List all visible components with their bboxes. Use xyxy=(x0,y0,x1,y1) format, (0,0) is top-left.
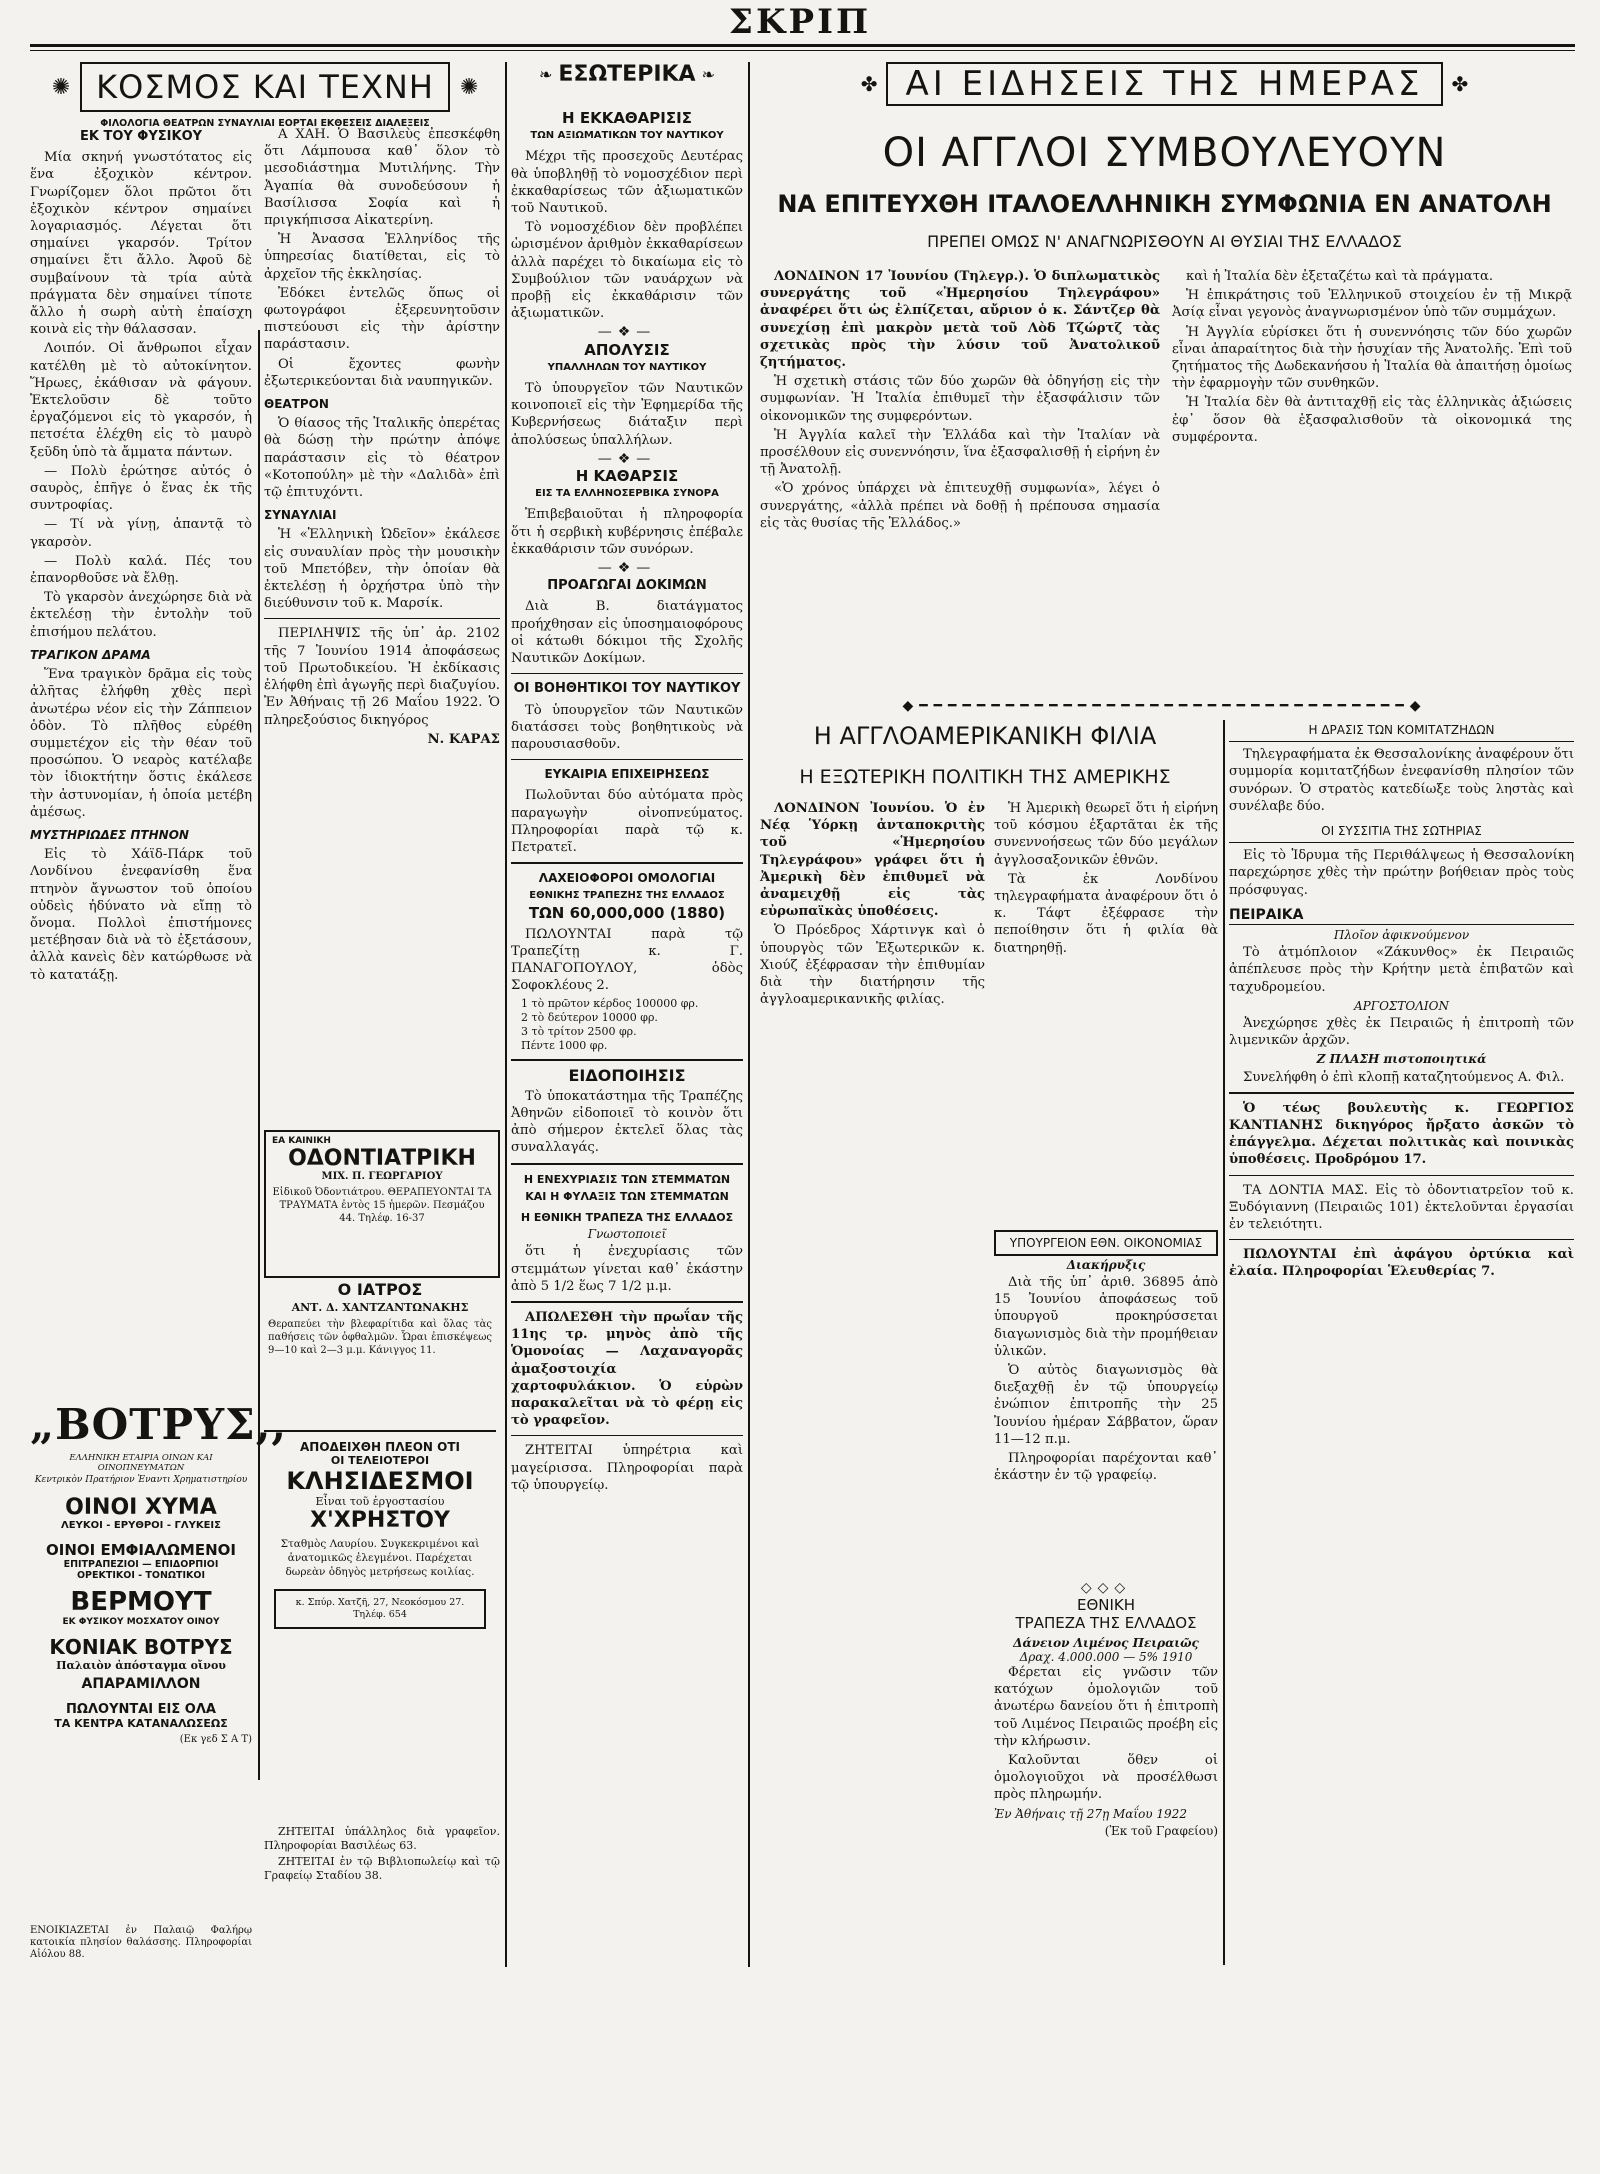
article-subheading: Πλοῖον ἀφικνούμενον xyxy=(1333,928,1470,943)
article-paragraph: Ἡ Ἀγγλία καλεῖ τὴν Ἑλλάδα καὶ τὴν Ἰταλίαν νὰ προσέλθουν εἰς συνεννόησιν, ἵνα ἐξασφαλισθῇ ἡ εἰρήνη ἐν τῇ Ἀνατολῇ. xyxy=(760,427,1160,478)
news-banner xyxy=(752,62,1577,122)
ad-text: ΟΡΕΚΤΙΚΟΙ - ΤΟΝΩΤΙΚΟΙ xyxy=(76,1570,205,1581)
ad-brand: Χ'ΧΡΗΣΤΟΥ xyxy=(310,1508,450,1533)
article-paragraph: Τὸ ὑπουργεῖον τῶν Ναυτικῶν διατάσσει τοὺς βοηθητικοὺς νὰ παρουσιασθοῦν. xyxy=(511,702,743,752)
article-paragraph: Πληροφορίαι παρέχονται καθ᾽ ἑκάστην ἐν τῷ γραφείῳ. xyxy=(994,1451,1218,1484)
article-paragraph: Καλοῦνται ὅθεν οἱ ὁμολογιοῦχοι νὰ προσέλθωσι πρὸς πληρωμήν. xyxy=(994,1753,1218,1803)
ad-text: ΕΠΙΤΡΑΠΕΖΙΟΙ — ΕΠΙΔΟΡΠΙΟΙ xyxy=(63,1559,219,1570)
classified-footer: ΕΝΟΙΚΙΑΖΕΤΑΙ ἐν Παλαιῷ Φαλήρῳ κατοικία πλησίον θαλάσσης. Πληροφορίαι Αἰόλου 88. xyxy=(30,1925,252,1960)
article-heading: ΠΕΙΡΑΙΚΑ xyxy=(1229,907,1574,925)
ornament-icon: ✤ xyxy=(860,72,878,96)
ad-text: ΕΑ ΚΑΙΝΙΚΗ xyxy=(272,1136,331,1146)
ad-brand: „ΒΟΤΡΥΣ,, xyxy=(30,1400,288,1449)
article-paragraph: Μέχρι τῆς προσεχοῦς Δευτέρας θὰ ὑποβληθῇ τὸ νομοσχέδιον περὶ ἐκκαθαρίσεως τῶν ἀξιωματικῶν τοῦ Ναυτικοῦ. xyxy=(511,149,743,217)
article-paragraph: Εἰς τὸ Ἱδρυμα τῆς Περιθάλψεως ἡ Θεσσαλονίκη παρεχώρησε χθὲς τὴν πρώτην βοήθειαν πρὸς τοὺς πρόσφυγας. xyxy=(1229,848,1574,898)
article-paragraph: Ἡ σχετικὴ στάσις τῶν δύο χωρῶν θὰ ὁδηγήσῃ εἰς τὴν συμφωνίαν. Ἡ Ἰταλία ἐπιθυμεῖ τὴν ἐξασφάλισιν τῶν οἰκονομικῶν της συμφερόντων. xyxy=(760,374,1160,424)
prize-item: 2 τὸ δεύτερον 10000 φρ. xyxy=(521,1010,658,1024)
prize-item: 3 τὸ τρίτον 2500 φρ. xyxy=(521,1024,637,1038)
article-paragraph: — Τί νὰ γίνῃ, ἀπαντᾷ τὸ γκαρσὸν. xyxy=(30,517,252,550)
article-paragraph: ΛΟΝΔΙΝΟΝ 17 Ἰουνίου (Τηλεγρ.). Ὁ διπλωματικὸς συνεργάτης τοῦ «Ἡμερησίου Τηλεγράφου» ἀναφέρει ὅτι ὡς ἐλπίζεται, αὔριον ὁ κ. Σάντζερ θὰ συνεχίσῃ ἐπὶ μακρὸν μετὰ τοῦ Λὸδ Τζώρτζ τὰς σχετικὰς πρὸς τὴν λύσιν τοῦ Ἀνατολικοῦ ζητήματος. xyxy=(760,269,1160,371)
article-paragraph: Ὁ αὐτὸς διαγωνισμὸς θὰ διεξαχθῇ ἐν τῷ ὑπουργείῳ ἐνώπιον ἐπιτροπῆς τὴν 25 Ἰουνίου ἡμέραν Σάββατον, ὥραν 11—12 π.μ. xyxy=(994,1363,1218,1447)
ad-text: ΕΚ ΦΥΣΙΚΟΥ ΜΟΣΧΑΤΟΥ ΟΙΝΟΥ xyxy=(62,1617,220,1627)
article-subheading: ΥΠΑΛΛΗΛΩΝ ΤΟΥ ΝΑΥΤΙΚΟΥ xyxy=(547,361,707,373)
classified-item: ΖΗΤΕΙΤΑΙ ὑπάλληλος διὰ γραφεῖον. Πληροφορίαι Βασιλέως 63. xyxy=(264,1825,500,1852)
masthead-rule-thin xyxy=(30,50,1575,51)
notice-heading: ΥΠΟΥΡΓΕΙΟΝ ΕΘΝ. ΟΙΚΟΝΟΜΙΑΣ xyxy=(994,1230,1218,1256)
column-divider xyxy=(505,62,507,1967)
masthead-rule xyxy=(30,44,1575,47)
article-headline: Η ΑΓΓΛΟΑΜΕΡΙΚΑΝΙΚΗ ΦΙΛΙΑ xyxy=(813,722,1157,750)
section-subtitle: ΦΙΛΟΛΟΓΙΑ ΘΕΑΤΡΩΝ ΣΥΝΑΥΛΙΑΙ ΕΟΡΤΑΙ ΕΚΘΕΣΕΙΣ ΔΙΑΛΕΞΕΙΣ xyxy=(100,118,430,129)
article-paragraph: Τηλεγραφήματα ἐκ Θεσσαλονίκης ἀναφέρουν ὅτι συμμορία κομιτατζήδων ἐνεφανίσθη πλησίον τῶν συνόρων. Ὁ στρατὸς κατεδίωξε τοὺς ληστὰς καὶ συνέλαβε δύο. xyxy=(1229,747,1574,814)
article-heading: ΑΠΟΛΥΣΙΣ xyxy=(584,340,670,359)
article-paragraph: Διὰ Β. διατάγματος προήχθησαν εἰς ὑποσημαιοφόρους οἱ κάτωθι δόκιμοι τῆς Σχολῆς Ναυτικῶν Δοκίμων. xyxy=(511,599,743,667)
article-paragraph: Ἡ Ἀμερικὴ θεωρεῖ ὅτι ἡ εἰρήνη τοῦ κόσμου ἐξαρτᾶται ἐκ τῆς συνεννοήσεως τῶν δύο μεγάλων ἀγγλοσαξονικῶν ἐθνῶν. xyxy=(994,801,1218,868)
notice-body xyxy=(994,1274,1218,1484)
divider-icon: —❖— xyxy=(597,560,657,577)
article-paragraph: Τὸ ὑπουργεῖον τῶν Ναυτικῶν κοινοποιεῖ εἰς τὴν Ἐφημερίδα τῆς Κυβερνήσεως διάταξιν περὶ ἀπολύσεως ὑπαλλήλων. xyxy=(511,381,743,448)
news-article-1 xyxy=(760,268,1160,688)
column-divider xyxy=(258,330,260,1780)
article-paragraph: Ἀνεχώρησε χθὲς ἐκ Πειραιῶς ἡ ἐπιτροπὴ τῶν λιμενικῶν ἀρχῶν. xyxy=(1229,1016,1574,1049)
article-subheading: ΑΡΓΟΣΤΟΛΙΟΝ xyxy=(1354,998,1449,1013)
ad-text: ΤΑ ΚΕΝΤΡΑ ΚΑΤΑΝΑΛΩΣΕΩΣ xyxy=(54,1717,228,1730)
notice-subheading: Δραχ. 4.000.000 — 5% 1910 xyxy=(1019,1650,1193,1664)
ad-text: ΟΙ ΤΕΛΕΙΟΤΕΡΟΙ xyxy=(330,1454,430,1467)
column-2-text xyxy=(264,126,500,876)
article-paragraph: Τὸ ἀτμόπλοιον «Ζάκυνθος» ἐκ Πειραιῶς ἀπέπλευσε πρὸς τὴν Κρήτην μετὰ ἐπιβατῶν καὶ ταχυδρομείου. xyxy=(1229,945,1574,995)
article-heading: ΚΑΙ Η ΦΥΛΑΞΙΣ ΤΩΝ ΣΤΕΜΜΑΤΩΝ xyxy=(525,1189,729,1203)
notice-body xyxy=(994,1664,1218,1840)
article-paragraph: — Πολὺ ἐρώτησε αὐτός ὁ σαυρὸς, ἐπῆγε ὁ ἕνας ἐκ τῆς συντροφίας. xyxy=(30,463,252,514)
article-paragraph: Διὰ τῆς ὑπ᾽ ἀριθ. 36895 ἀπὸ 15 Ἰουνίου ἀποφάσεως τοῦ ὑπουργοῦ προκηρύσσεται διαγωνισμὸς διὰ τὴν προμήθειαν ὑλικῶν. xyxy=(994,1275,1218,1359)
classified-item: ΠΩΛΟΥΝΤΑΙ ἐπὶ ἀφάγου ὀρτύκια καὶ ἐλαία. Πληροφορίαι Ἑλευθερίας 7. xyxy=(1229,1247,1574,1280)
ornament-icon: ❧ xyxy=(701,65,715,84)
article-paragraph: Ἕνα τραγικὸν δρᾶμα εἰς τοὺς ἀλῆτας ἐλήφθη χθὲς περὶ ἀνωτέρω νέον εἰς τὴν Ζάππειον ὁδὸν. Τὸ πλῆθος εὑρέθη συμμετέχον εἰς τὴν θέαν τοῦ προσώπου. Ὁ νεαρὸς κατέλαβε τὸν ἰδιοκτήτην ὅστις ἐκάλεσε τὴν ἀστυνομίαν, ἡ ὁποία μετέβη ἀμέσως. xyxy=(30,667,252,820)
article-paragraph: ΛΟΝΔΙΝΟΝ Ἰουνίου. Ὁ ἐν Νέᾳ Ὑόρκῃ ἀνταποκριτὴς τοῦ «Ἡμερησίου Τηλεγράφου» γράφει ὅτι ἡ Ἀμερικὴ δὲν ἐπιθυμεῖ νὰ ἀναμειχθῇ εἰς τὰς εὐρωπαϊκὰς ὑποθέσεις. xyxy=(760,801,985,920)
ad-text: ΟΙΝΟΙ ΧΥΜΑ xyxy=(65,1495,217,1520)
section-title: ΕΣΩΤΕΡΙΚΑ xyxy=(558,62,696,87)
notice-date: Ἐν Ἀθήναις τῇ 27ῃ Μαΐου 1922 xyxy=(994,1806,1187,1821)
article-paragraph: Ὁ Πρόεδρος Χάρτινγκ καὶ ὁ ὑπουργὸς τῶν Ἐξωτερικῶν κ. Χιούζ ἐξέφρασαν τὴν ἐπιθυμίαν διὰ τὴν διατήρησιν τῆς ἀγγλοαμερικανικῆς φιλίας. xyxy=(760,923,985,1008)
article-heading: ΤΡΑΓΙΚΟΝ ΔΡΑΜΑ xyxy=(30,647,151,662)
column-divider xyxy=(748,62,750,1967)
ad-text: ΚΟΝΙΑΚ ΒΟΤΡΥΣ xyxy=(49,1635,233,1659)
ornament-icon: ✺ xyxy=(459,74,479,100)
news-article-2 xyxy=(760,800,985,1720)
ad-text: Σταθμὸς Λαυρίου. Συγκεκριμένοι καὶ ἀνατομικῶς ἐλεγμένοι. Παρέχεται δωρεὰν ὁδηγὸς μετρήσεως κοιλίας. xyxy=(280,1538,480,1578)
ad-text: Θεραπεύει τὴν βλεφαρίτιδα καὶ ὅλας τὰς παθήσεις τῶν ὀφθαλμῶν. Ὧραι ἐπισκέψεως 9—10 καὶ 2—3 μ.μ. Κάνιγγος 11. xyxy=(268,1319,492,1356)
ad-text: ΟΙΝΟΙ ΕΜΦΙΑΛΩΜΕΝΟΙ xyxy=(46,1541,236,1559)
ad-title: ΚΛΗΣΙΔΕΣΜΟΙ xyxy=(286,1467,474,1495)
classified-item: Ὁ τέως βουλευτὴς κ. ΓΕΩΡΓΙΟΣ ΚΑΝΤΙΑΝΗΣ δικηγόρος ἤρξατο ἀσκῶν τὸ ἐπάγγελμα. Δέχεται πολιτικὰς καὶ ποινικὰς ὑποθέσεις. Προδρόμου 17. xyxy=(1229,1100,1574,1168)
article-heading: ΜΥΣΤΗΡΙΩΔΕΣ ΠΤΗΝΟΝ xyxy=(30,827,189,842)
notice-heading: ΕΘΝΙΚΗ xyxy=(1076,1596,1136,1614)
ministry-notice xyxy=(994,1230,1218,1570)
ornament-icon: ✺ xyxy=(51,74,71,100)
article-paragraph: Τὸ νομοσχέδιον δὲν προβλέπει ὡρισμένον ἀριθμὸν ἐκκαθαρίσεων ἀλλὰ παρέχει τὸ δικαίωμα εἰς τὸ Συμβούλιον τῶν ναυάρχων νὰ προβῇ εἰς ἐκκαθάρισιν τῶν ἀξιωματικῶν. xyxy=(511,220,743,322)
classified-item: ΑΠΩΛΕΣΘΗ τὴν πρωΐαν τῆς 11ης τρ. μηνὸς ἀπὸ τῆς Ὁμονοίας — Λαχαναγορᾶς ἀμαξοστοιχία χαρτοφυλάκιον. Ὁ εὑρὼν παρακαλεῖται νὰ τὸ φέρῃ εἰς τὸ γραφεῖον. xyxy=(511,1309,743,1429)
klisidesmoi-advertisement xyxy=(264,1440,496,1820)
ad-text: Παλαιὸν ἀπόσταγμα οἴνου xyxy=(56,1659,226,1672)
article-paragraph: Πωλοῦνται δύο αὐτόματα πρὸς παραγωγὴν οἰνοπνεύματος. Πληροφορίαι παρὰ τῷ κ. Πετρατεῖ. xyxy=(511,788,743,855)
doctor-advertisement xyxy=(264,1280,496,1432)
article-paragraph: Λοιπόν. Οἱ ἄνθρωποι εἶχαν κατέλθη μὲ τὸ αὐτοκίνητον. Ἥρωες, ἐκάθισαν νὰ φάγουν. Ἐκτελοῦσιν δὲ τοῦτο ἐργαζόμενοι εἰς τὸ γκαρσόν, ἡ πετσέτα ἐλέχθη εἰς τὸ μαυρὸ ξεῦδη ὑπὸ τὰ ἄμματα πάντων. xyxy=(30,341,252,460)
ad-text: ΛΕΥΚΟΙ - ΕΡΥΘΡΟΙ - ΓΛΥΚΕΙΣ xyxy=(61,1520,221,1531)
bank-notice xyxy=(994,1580,1218,1970)
article-heading: ΟΙ ΒΟΗΘΗΤΙΚΟΙ ΤΟΥ ΝΑΥΤΙΚΟΥ xyxy=(513,681,741,697)
article-heading: Η ΕΚΚΑΘΑΡΙΣΙΣ xyxy=(562,109,692,127)
article-subheading: ΤΩΝ ΑΞΙΩΜΑΤΙΚΩΝ ΤΟΥ ΝΑΥΤΙΚΟΥ xyxy=(530,130,724,142)
article-heading: Η ΚΑΘΑΡΣΙΣ xyxy=(575,467,679,486)
article-paragraph: Τὸ γκαρσὸν ἀνεχώρησε διὰ νὰ ἐκτελέσῃ τὴν ἐντολὴν τοῦ ἐπισήμου πελάτου. xyxy=(30,590,252,640)
article-heading: ΘΕΑΤΡΟΝ xyxy=(264,397,329,412)
legal-notice: ΠΕΡΙΛΗΨΙΣ τῆς ὑπ᾽ ἀρ. 2102 τῆς 7 Ἰουνίου 1914 ἀποφάσεως τοῦ Πρωτοδικείου. Ἡ ἐκδίκασις ἐλήφθη ἐπὶ ἀγωγῆς περὶ διαζυγίου. Ἐν Ἀθήναις τῇ 26 Μαΐου 1922. Ὁ πληρεξούσιος δικηγόρος xyxy=(264,626,500,728)
ad-title: Ο ΙΑΤΡΟΣ xyxy=(337,1280,423,1299)
ad-text: ΕΛΛΗΝΙΚΗ ΕΤΑΙΡΙΑ ΟΙΝΩΝ ΚΑΙ ΟΙΝΟΠΝΕΥΜΑΤΩΝ xyxy=(69,1453,213,1473)
divider-icon: —❖— xyxy=(597,324,657,341)
notice-heading: ΤΡΑΠΕΖΑ ΤΗΣ ΕΛΛΑΔΟΣ xyxy=(1015,1614,1197,1632)
main-headline: ΟΙ ΑΓΓΛΟΙ ΣΥΜΒΟΥΛΕΥΟΥΝ xyxy=(882,130,1447,176)
botrys-advertisement xyxy=(30,1400,288,1920)
ad-text: ΜΙΧ. Π. ΓΕΩΡΓΑΡΙΟΥ xyxy=(321,1171,443,1182)
prize-item: Πέντε 1000 φρ. xyxy=(521,1038,608,1052)
prize-list xyxy=(511,997,743,1053)
article-heading: Η ΔΡΑΣΙΣ ΤΩΝ ΚΟΜΙΤΑΤΖΗΔΩΝ xyxy=(1229,722,1574,742)
article-heading: ΕΙΔΟΠΟΙΗΣΙΣ xyxy=(568,1065,686,1085)
article-paragraph: Ἡ Ἀνασσα Ἑλληνίδος τῆς ὑπηρεσίας διατίθεται, εἰς τὸ ἀρχεῖον τῆς ἐκκλησίας. xyxy=(264,232,500,282)
divider-icon: ◇◇◇ xyxy=(1080,1580,1132,1596)
article-paragraph: Συνελήφθη ὁ ἐπὶ κλοπῇ καταζητούμενος Α. Φιλ. xyxy=(1243,1069,1565,1085)
ad-text: Κεντρικὸν Πρατήριον Ἐναντι Χρηματιστηρίου xyxy=(34,1475,248,1485)
classified-item: ΖΗΤΕΙΤΑΙ ἐν τῷ Βιβλιοπωλείῳ καὶ τῷ Γραφείῳ Σταδίου 38. xyxy=(264,1855,500,1882)
article-paragraph: — Πολὺ καλά. Πές του ἐπανορθοῦσε νὰ ἔλθῃ. xyxy=(30,553,252,587)
notice-subheading: Διακήρυξις xyxy=(1066,1258,1146,1272)
column-divider xyxy=(1223,720,1225,1965)
ad-title: ΟΔΟΝΤΙΑΤΡΙΚΗ xyxy=(288,1146,476,1171)
news-article-2-continued xyxy=(994,800,1218,1220)
main-subheadline: ΝΑ ΕΠΙΤΕΥΧΘΗ ΙΤΑΛΟΕΛΛΗΝΙΚΗ ΣΥΜΦΩΝΙΑ ΕΝ ΑΝΑΤΟΛΗ xyxy=(777,190,1552,218)
ad-text: ΑΠΑΡΑΜΙΛΛΟΝ xyxy=(81,1676,201,1692)
article-paragraph: Ὁ θίασος τῆς Ἰταλικῆς ὀπερέτας θὰ δώσῃ τὴν πρώτην ἀπόψε παράστασιν εἰς τὸ θέατρον «Κοτοπούλη» μὲ τὴν «Δαλιδὰ» ἐπὶ τῷ ἐπιτυχόντι. xyxy=(264,416,500,501)
ad-address: κ. Σπύρ. Χατζῆ, 27, Νεοκόσμου 27. Τηλέφ. 654 xyxy=(274,1589,486,1629)
article-paragraph: καὶ ἡ Ἰταλία δὲν ἐξεταζέτω καὶ τὰ πράγματα. xyxy=(1186,269,1494,284)
lottery-subheading: ΕΘΝΙΚΗΣ ΤΡΑΠΕΖΗΣ ΤΗΣ ΕΛΛΑΔΟΣ xyxy=(529,890,725,902)
article-subheading: Η ΕΘΝΙΚΗ ΤΡΑΠΕΖΑ ΤΗΣ ΕΛΛΑΔΟΣ xyxy=(520,1210,734,1224)
notice-subheading: Δάνειον Λιμένος Πειραιῶς xyxy=(1013,1636,1199,1650)
article-heading: ΟΙ ΣΥΣΣΙΤΙΑ ΤΗΣ ΣΩΤΗΡΙΑΣ xyxy=(1229,823,1574,843)
article-paragraph: Ἡ ἐπικράτησις τοῦ Ἑλληνικοῦ στοιχείου ἐν τῇ Μικρᾷ Ἀσίᾳ εἶναι γεγονὸς ἀναγνωρισμένον ὑπὸ τῶν συμμάχων. xyxy=(1172,288,1572,321)
main-deck: ΠΡΕΠΕΙ ΟΜΩΣ Ν' ΑΝΑΓΝΩΡΙΣΘΟΥΝ ΑΙ ΘΥΣΙΑΙ ΤΗΣ ΕΛΛΑΔΟΣ xyxy=(927,232,1402,251)
ad-text: Εἶναι τοῦ ἐργοστασίου xyxy=(315,1495,445,1508)
article-paragraph: Εἰς τὸ Χάϊδ-Πάρκ τοῦ Λονδίνου ἐνεφανίσθη ἕνα πτηνὸν ἄγνωστον τοῦ ὁποίου οὐδεὶς ἠδύνατο νὰ εἴπῃ τὸ ὄνομα. Πολλοὶ ἐπιστήμονες μετέβησαν διὰ νὰ τὸ ἐξετάσουν, ἀλλὰ κανεὶς δὲν κατώρθωσε νὰ τὸ κατατάξῃ. xyxy=(30,847,252,983)
ornament-icon: ✤ xyxy=(1451,72,1469,96)
article-paragraph: «Ὁ χρόνος ὑπάρχει νὰ ἐπιτευχθῇ συμφωνία», λέγει ὁ συνεργάτης, «ἀλλὰ πρέπει νὰ δοθῇ ἡ πρέπουσα σημασία εἰς τὰς θυσίας τῆς Ἑλλάδος.» xyxy=(760,481,1160,531)
column-1-text xyxy=(30,126,252,1396)
dental-advertisement xyxy=(264,1130,500,1278)
article-subheadline: Η ΕΞΩΤΕΡΙΚΗ ΠΟΛΙΤΙΚΗ ΤΗΣ ΑΜΕΡΙΚΗΣ xyxy=(799,766,1171,788)
article-paragraph: Τὰ ἐκ Λονδίνου τηλεγραφήματα ἀναφέρουν ὅτι ὁ κ. Τάφτ ἐξέφρασε τὴν πεποίθησιν ὅτι ἡ φιλία θὰ διατηρηθῇ. xyxy=(994,871,1218,956)
ornament-icon: ❧ xyxy=(539,65,553,84)
ad-text: Εἰδικοῦ Ὀδοντιάτρου. ΘΕΡΑΠΕΥΟΝΤΑΙ ΤΑ ΤΡΑΥΜΑΤΑ ἐντὸς 15 ἡμερῶν. Πεσμάζου 44. Τηλέφ. 16-37 xyxy=(272,1187,492,1224)
column-3-text xyxy=(511,110,743,1970)
article-heading: ΕΥΚΑΙΡΙΑ ΕΠΙΧΕΙΡΗΣΕΩΣ xyxy=(544,767,710,782)
article-paragraph: Φέρεται εἰς γνῶσιν τῶν κατόχων ὁμολογιῶν τοῦ ἀνωτέρω δανείου ὅτι ἡ ἐπιτροπὴ τοῦ Λιμένος Πειραιῶς προέβη εἰς τὴν κλήρωσιν. xyxy=(994,1665,1218,1749)
classified-item: ΤΑ ΔΟΝΤΙΑ ΜΑΣ. Εἰς τὸ ὀδοντιατρεῖον τοῦ κ. Ξυδόγιαννη (Πειραιῶς 101) ἐκτελοῦνται ἐργασίαι ἐν τελειότητι. xyxy=(1229,1182,1574,1233)
prize-item: 1 τὸ πρῶτον κέρδος 100000 φρ. xyxy=(521,996,699,1010)
divider-icon: —❖— xyxy=(597,450,657,467)
article-heading: ΠΡΟΑΓΩΓΑΙ ΔΟΚΙΜΩΝ xyxy=(547,578,707,594)
notice-signature: (Ἐκ τοῦ Γραφείου) xyxy=(1104,1823,1218,1838)
lottery-amount: ΤΩΝ 60,000,000 (1880) xyxy=(528,903,726,922)
news-banner-title: ΑΙ ΕΙΔΗΣΕΙΣ ΤΗΣ ΗΜΕΡΑΣ xyxy=(886,62,1444,106)
ad-text: (Εκ γεδ Σ Α Τ) xyxy=(179,1734,252,1745)
section-title: ΚΟΣΜΟΣ ΚΑΙ ΤΕΧΝΗ xyxy=(80,62,450,112)
ad-text: ΒΕΡΜΟΥΤ xyxy=(70,1587,212,1617)
article-paragraph: Α ΧΑΗ. Ὁ Βασιλεὺς ἐπεσκέφθη ὅτι Λάμπουσα καθ᾽ ὅλον τὸ μεσοδιάστημα Μυτιλήνης. Τὴν Ἀγαπία θὰ συνοδεύσουν ἡ Βασίλισσα Σοφία καὶ ἡ πριγκήπισσα Αἰκατερίνη. xyxy=(264,127,500,229)
ad-text: ΑΠΟΔΕΙΧΘΗ ΠΛΕΟΝ ΟΤΙ xyxy=(300,1440,460,1454)
article-paragraph: Οἱ ἔχοντες φωνὴν ἐξωτερικεύονται διὰ ναυπηγικῶν. xyxy=(264,356,500,389)
ad-text: ΑΝΤ. Δ. ΧΑΝΤΖΑΝΤΩΝΑΚΗΣ xyxy=(291,1301,469,1314)
column-2-classifieds xyxy=(264,1825,500,1970)
article-paragraph: Τὸ ὑποκατάστημα τῆς Τραπέζης Ἀθηνῶν εἰδοποιεῖ τὸ κοινὸν ὅτι ἀπὸ σήμερον ἐκτελεῖ ὅλας τὰς συναλλαγάς. xyxy=(511,1088,743,1156)
notice-signature: Ν. ΚΑΡΑΣ xyxy=(427,731,500,747)
classified-item: ΖΗΤΕΙΤΑΙ ὑπηρέτρια καὶ μαγείρισσα. Πληροφορίαι παρὰ τῷ ὑπουργείῳ. xyxy=(511,1443,743,1493)
article-paragraph: ΠΩΛΟΥΝΤΑΙ παρὰ τῷ Τραπεζίτῃ κ. Γ. ΠΑΝΑΓΟΠΟΥΛΟΥ, ὁδὸς Σοφοκλέους 2. xyxy=(511,926,743,994)
article-subheading: ΕΙΣ ΤΑ ΕΛΛΗΝΟΣΕΡΒΙΚΑ ΣΥΝΟΡΑ xyxy=(535,488,719,500)
divider-icon: ◆━━━━━━━━━━━━━━━━━━━━━━━━━━━━━━━━━━◆ xyxy=(902,698,1427,714)
lottery-heading: ΛΑΧΕΙΟΦΟΡΟΙ ΟΜΟΛΟΓΙΑΙ xyxy=(538,871,716,886)
article-subheading: Γνωστοποιεῖ xyxy=(587,1227,667,1242)
article-paragraph: Ἡ Ἰταλία δὲν θὰ ἀντιταχθῇ εἰς τὰς ἑλληνικὰς ἀξιώσεις ἐφ᾽ ὅσον θὰ ἐξασφαλισθοῦν τὰ οἰκονομικά της συμφέροντα. xyxy=(1172,395,1572,445)
article-paragraph: Μία σκηνή γνωστότατος εἰς ἕνα ἐξοχικὸν κέντρον. Γνωρίζομεν ὅλοι πρῶτοι ὅτι ἐξοχικὸν κέντρον σημαίνει λογαριασμός. Λέγεται ὅτι σημαίνει γκαρσόν. Τρίτον σημαίνει ἔτι ἄλλο. Ἀφοῦ δὲ συμβαίνουν τὰ τρία αὐτὰ πράγματα δὲν σημαίνει τίποτε ἄλλο ἡ σωρὴ αὐτὴ ἐπαίσχη κοινὰ εἰς τὴν θάλασσαν. xyxy=(30,150,252,338)
article-heading: ΣΥΝΑΥΛΙΑΙ xyxy=(264,508,337,523)
article-paragraph: Ἡ Ἀγγλία εὑρίσκει ὅτι ἡ συνεννόησις τῶν δύο χωρῶν εἶναι ἀπαραίτητος διὰ τὴν ἡσυχίαν τῆς Ἀνατολῆς. Ἐπὶ τοῦ ζητήματος τῆς Δωδεκανήσου ἡ Ἰταλία θὰ ἀπαιτήσῃ ὁμοίως τὴν ἐφαρμογὴν τῶν συνθηκῶν. xyxy=(1172,324,1572,392)
column-5-text xyxy=(1229,722,1574,1970)
article-subheading: Ζ ΠΛΑΣΗ πιστοποιητικά xyxy=(1316,1052,1487,1067)
news-article-1-continued xyxy=(1172,268,1572,688)
ad-text: ΠΩΛΟΥΝΤΑΙ ΕΙΣ ΟΛΑ xyxy=(66,1702,216,1717)
masthead-title: ΣΚΡΙΠ xyxy=(728,2,872,42)
article-paragraph: Ἐπιβεβαιοῦται ἡ πληροφορία ὅτι ἡ σερβικὴ κυβέρνησις ἐπέβαλε ἐκκαθάρισιν τῶν συνόρων. xyxy=(511,507,743,557)
article-paragraph: Ἡ «Ἑλληνικὴ Ὠδεῖον» ἐκάλεσε εἰς συναυλίαν πρὸς τὴν μουσικὴν τοῦ Μπετόβεν, τὴν ὁποίαν θὰ ἐκτελέσῃ ἡ ὀρχήστρα ὑπὸ τὴν διεύθυνσιν τοῦ κ. Μαρσίκ. xyxy=(264,527,500,612)
article-heading: ΕΚ ΤΟΥ ΦΥΣΙΚΟΥ xyxy=(79,129,203,144)
article-paragraph: Ἐδόκει ἐντελῶς ὅπως οἱ φωτογράφοι ἐξερευνητοῦσιν πιστεύουσι εἰς τὴν ἀρίστην παράστασιν. xyxy=(264,285,500,353)
article-paragraph: ὅτι ἡ ἐνεχυρίασις τῶν στεμμάτων γίνεται καθ᾽ ἑκάστην ἀπὸ 5 1/2 ἕως 7 1/2 μ.μ. xyxy=(511,1244,743,1294)
article-heading: Η ΕΝΕΧΥΡΙΑΣΙΣ ΤΩΝ ΣΤΕΜΜΑΤΩΝ xyxy=(523,1172,731,1186)
